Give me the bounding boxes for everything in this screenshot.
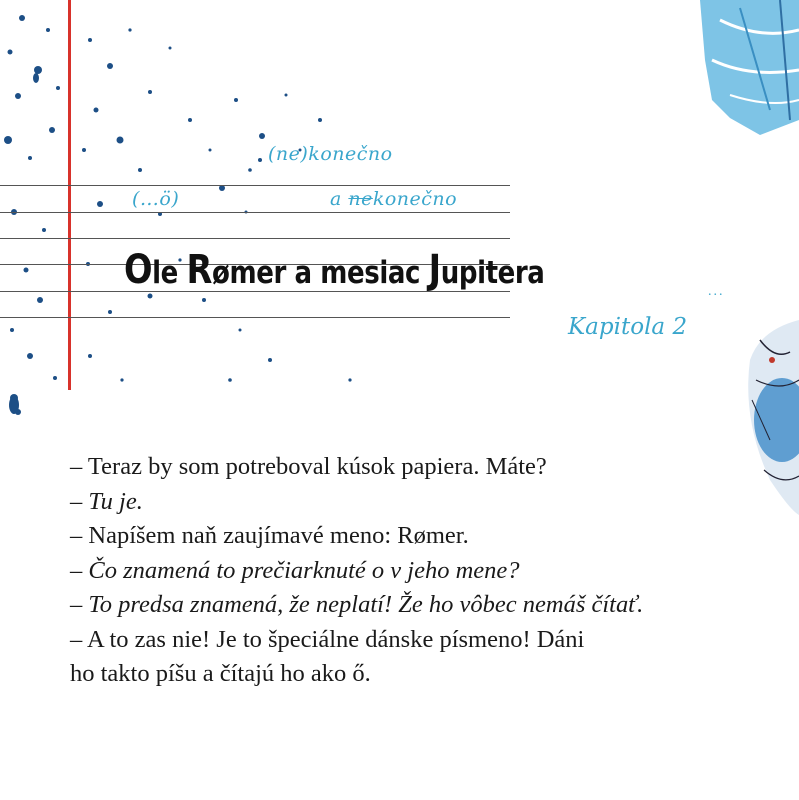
title-cap: J bbox=[428, 247, 441, 293]
title-rest: ømer a mesiac bbox=[212, 255, 429, 291]
dialogue-line: – Tu je. bbox=[70, 487, 143, 515]
handwritten-note-right bbox=[330, 188, 457, 210]
dialogue-text bbox=[70, 450, 750, 692]
title-rest: upitera bbox=[440, 255, 545, 291]
notebook-rule-line bbox=[0, 238, 510, 239]
ellipsis-mark: ... bbox=[708, 284, 725, 299]
handwritten-note-left: (…ö) bbox=[132, 188, 180, 210]
note-right-struck: ne bbox=[348, 188, 373, 210]
handwritten-note-top: (ne)konečno bbox=[268, 143, 393, 165]
notebook-rule-line bbox=[0, 212, 510, 213]
note-right-suffix: konečno bbox=[372, 188, 458, 210]
notebook-rule-line bbox=[0, 317, 510, 318]
chapter-label: Kapitola 2 bbox=[568, 314, 688, 340]
notebook-rule-line bbox=[0, 185, 510, 186]
title-rest: le bbox=[152, 255, 187, 291]
dialogue-line: – To predsa znamená, že neplatí! Že ho vôbec nemáš čítať. bbox=[70, 591, 644, 618]
dialogue-line: – Teraz by som potreboval kúsok papiera. Máte? bbox=[70, 453, 547, 480]
note-right-prefix: a bbox=[330, 188, 349, 210]
dialogue-line: – A to zas nie! Je to špeciálne dánske písmeno! Dáni bbox=[70, 625, 585, 653]
title-cap: R bbox=[186, 247, 213, 293]
dialogue-line: – Čo znamená to prečiarknuté o v jeho mene? bbox=[70, 556, 520, 584]
title-cap: O bbox=[124, 247, 153, 293]
dialogue-line: ho takto píšu a čítajú ho ako ő. bbox=[70, 660, 371, 687]
chapter-title bbox=[124, 240, 594, 303]
dialogue-line: – Napíšem naň zaujímavé meno: Rømer. bbox=[70, 522, 469, 549]
notebook-margin-line bbox=[68, 0, 71, 390]
